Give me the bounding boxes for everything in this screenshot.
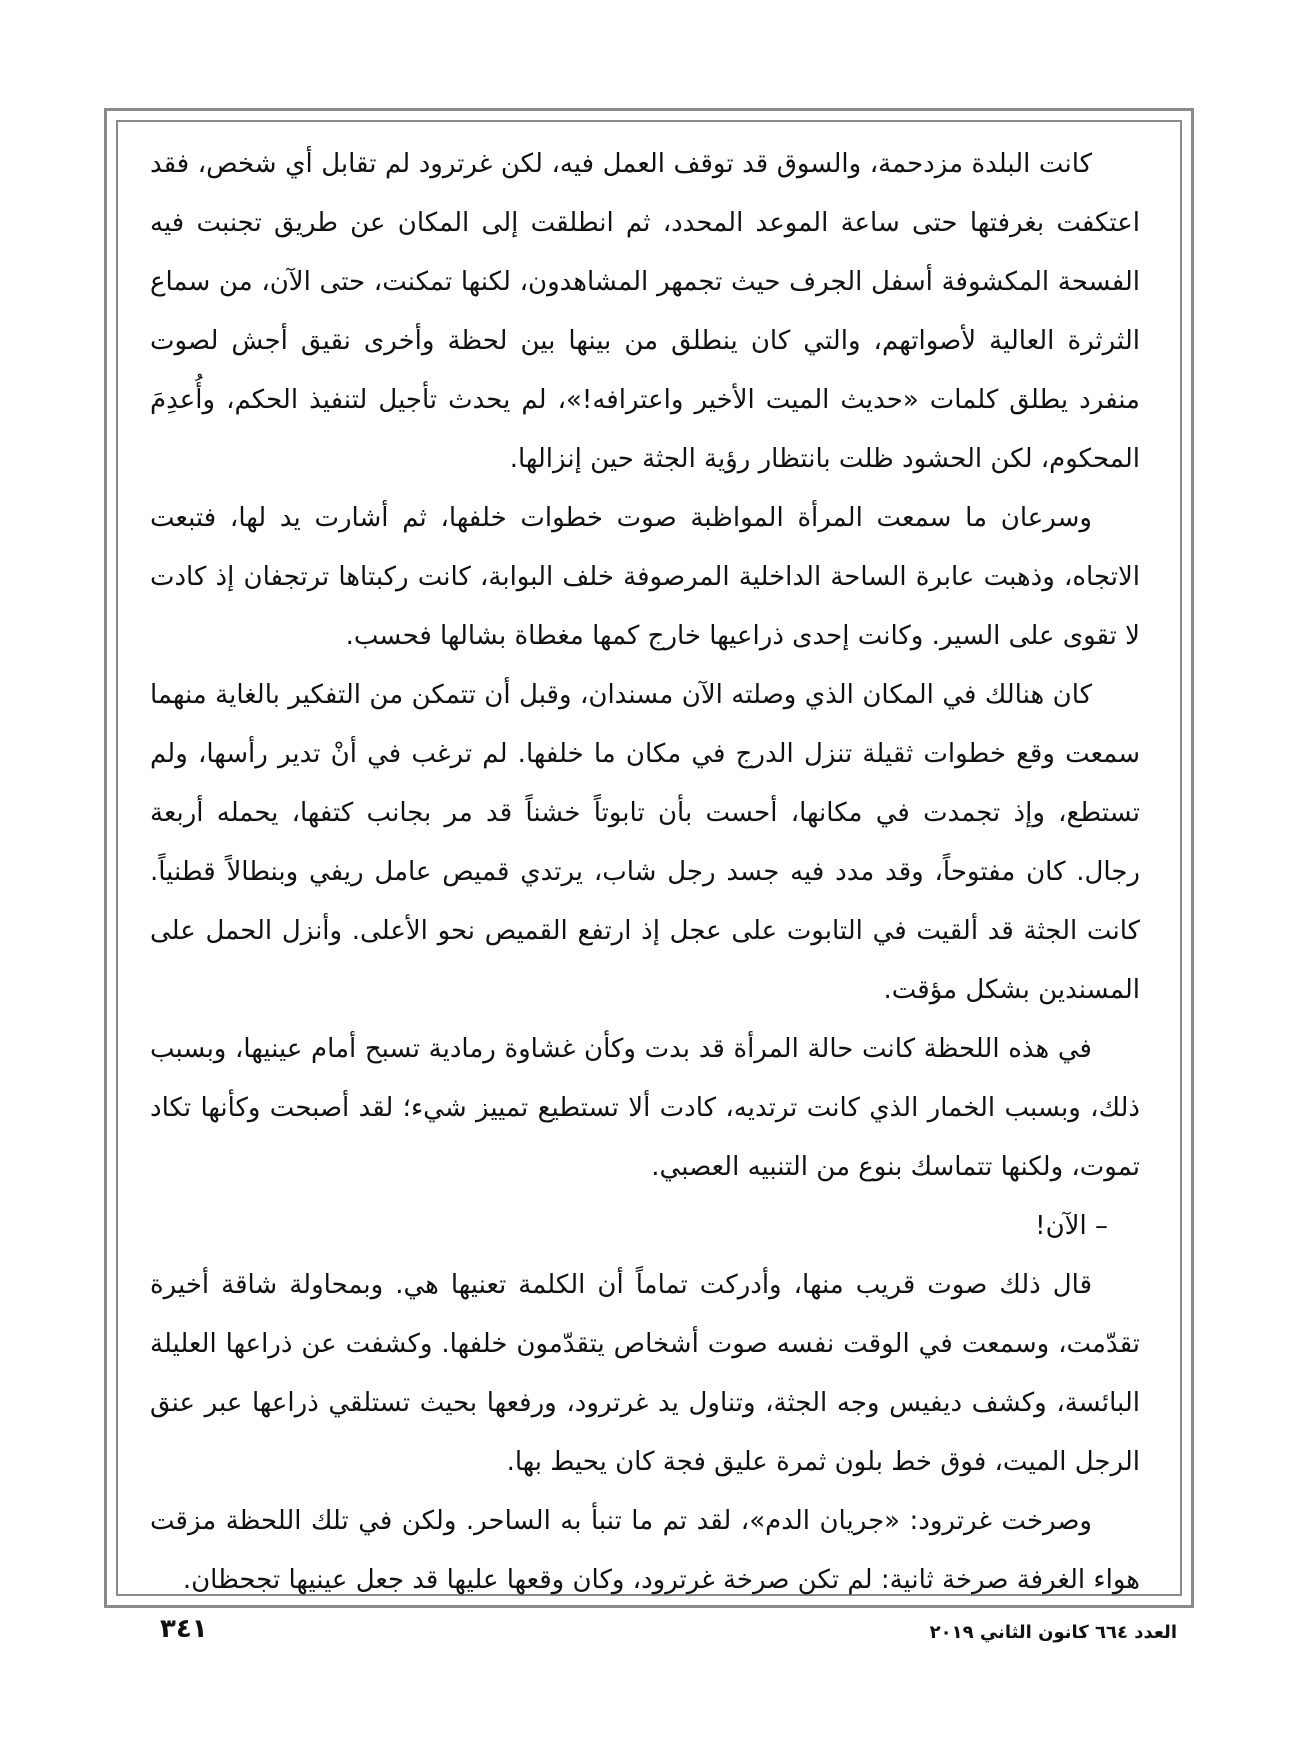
issue-info: العدد ٦٦٤ كانون الثاني ٢٠١٩ (929, 1622, 1177, 1643)
paragraph: وصرخت غرترود: «جريان الدم»، لقد تم ما تنبأ به الساحر. ولكن في تلك اللحظة مزقت هواء الغرفة صرخة ثانية: لم تكن صرخة غرترود، وكان وقعها عليها قد جعل عينيها تجحظان. (150, 1506, 1140, 1595)
paragraph: كان هنالك في المكان الذي وصلته الآن مسندان، وقبل أن تتمكن من التفكير بالغاية منهما سمعت وقع خطوات ثقيلة تنزل الدرج في مكان ما خلفها. لم ترغب في أنْ تدير رأسها، ولم تستطع، وإذ تجمدت في مكانها، أحست بأن تابوتاً خشناً قد مر بجانب كتفها، يحمله أربعة رجال. كان مفتوحاً، وقد مدد فيه جسد رجل شاب، يرتدي قميص عامل ريفي وبنطالاً قطنياً. كانت الجثة قد ألقيت في التابوت على عجل إذ ارتفع القميص نحو الأعلى. وأنزل الحمل على المسندين بشكل مؤقت. (150, 680, 1140, 1005)
page-number: ٣٤١ (160, 1614, 208, 1644)
paragraph: في هذه اللحظة كانت حالة المرأة قد بدت وكأن غشاوة رمادية تسبح أمام عينيها، وبسبب ذلك، وبسبب الخمار الذي كانت ترتديه، كادت ألا تستطيع تمييز شيء؛ لقد أصبحت وكأنها تكاد تموت، ولكنها تتماسك بنوع من التنبيه العصبي. (150, 1034, 1140, 1182)
dialogue-line: – الآن! (1035, 1211, 1108, 1241)
article-body (150, 135, 1140, 1595)
paragraph: وسرعان ما سمعت المرأة المواظبة صوت خطوات خلفها، ثم أشارت يد لها، فتبعت الاتجاه، وذهبت عابرة الساحة الداخلية المرصوفة خلف البوابة، كانت ركبتاها ترتجفان إذ كادت لا تقوى على السير. وكانت إحدى ذراعيها خارج كمها مغطاة بشالها فحسب. (150, 503, 1140, 651)
paragraph: قال ذلك صوت قريب منها، وأدركت تماماً أن الكلمة تعنيها هي. وبمحاولة شاقة أخيرة تقدّمت، وسمعت في الوقت نفسه صوت أشخاص يتقدّمون خلفها. وكشفت عن ذراعها العليلة البائسة، وكشف ديفيس وجه الجثة، وتناول يد غرترود، ورفعها بحيث تستلقي ذراعها عبر عنق الرجل الميت، فوق خط بلون ثمرة عليق فجة كان يحيط بها. (150, 1270, 1140, 1477)
paragraph: كانت البلدة مزدحمة، والسوق قد توقف العمل فيه، لكن غرترود لم تقابل أي شخص، فقد اعتكفت بغرفتها حتى ساعة الموعد المحدد، ثم انطلقت إلى المكان عن طريق تجنبت فيه الفسحة المكشوفة أسفل الجرف حيث تجمهر المشاهدون، لكنها تمكنت، حتى الآن، من سماع الثرثرة العالية لأصواتهم، والتي كان ينطلق من بينها بين لحظة وأخرى نقيق أجش لصوت منفرد يطلق كلمات «حديث الميت الأخير واعترافه!»، لم يحدث تأجيل لتنفيذ الحكم، وأُعدِمَ المحكوم، لكن الحشود ظلت بانتظار رؤية الجثة حين إنزالها. (150, 149, 1140, 474)
